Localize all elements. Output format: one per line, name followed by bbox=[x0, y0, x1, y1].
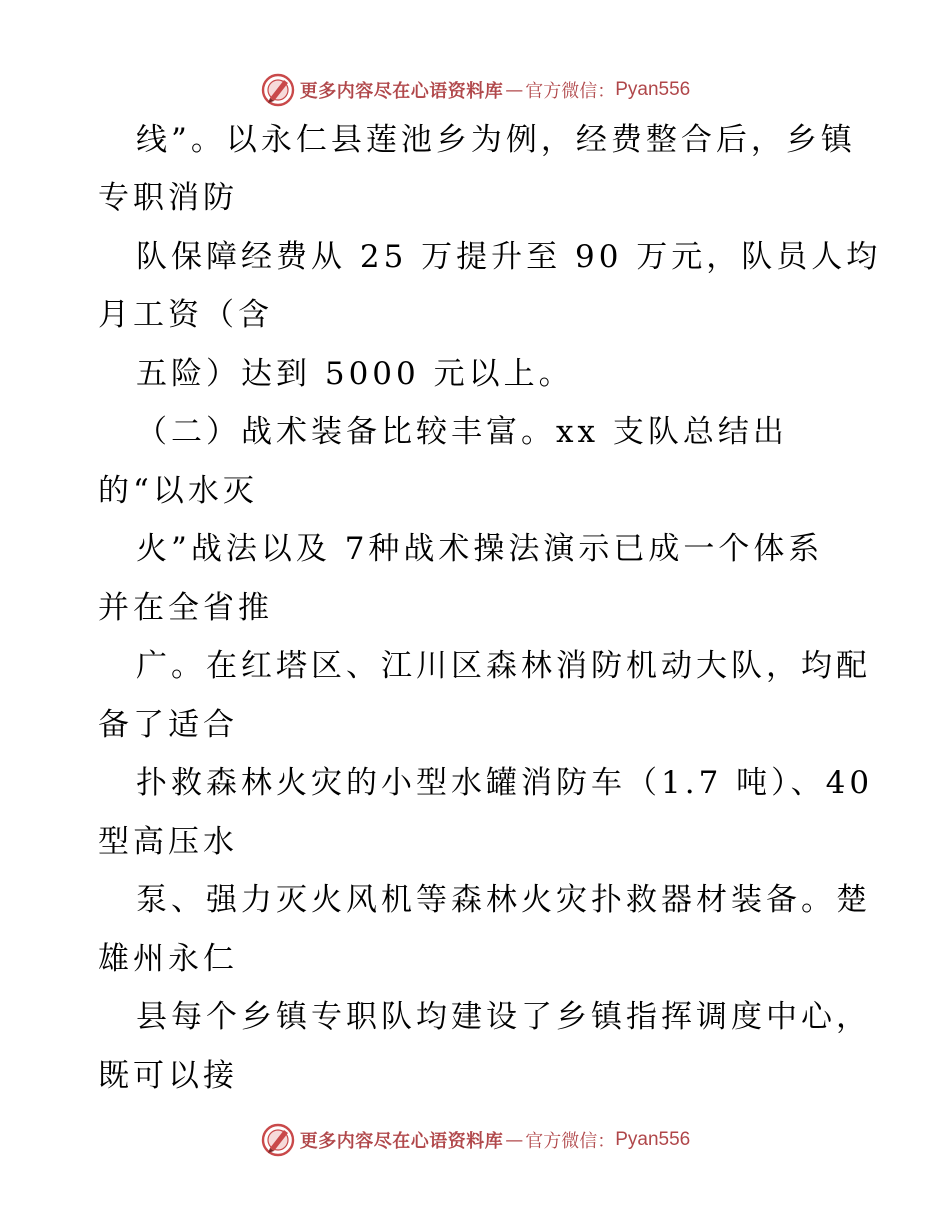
text-line: 型高压水 bbox=[98, 824, 238, 860]
text-line: 五险）达到 5000 元以上。 bbox=[136, 356, 574, 392]
text-line: 线”。以永仁县莲池乡为例，经费整合后，乡镇 bbox=[136, 122, 856, 158]
text-line: 雄州永仁 bbox=[98, 941, 238, 977]
banner-dash: — bbox=[505, 79, 524, 101]
text-line: 专职消防 bbox=[98, 180, 238, 216]
text-line: 泵、强力灭火风机等森林火灾扑救器材装备。楚 bbox=[136, 882, 871, 918]
footer-banner bbox=[0, 1120, 950, 1160]
text-line: 月工资（含 bbox=[98, 297, 273, 333]
pen-logo-icon bbox=[260, 1122, 296, 1158]
text-line: 既可以接 bbox=[98, 1058, 238, 1094]
banner-wechat-id: Pyan556 bbox=[615, 79, 691, 100]
banner-main-text: 更多内容尽在心语资料库 bbox=[299, 81, 504, 102]
banner-wechat-label: 官方微信： bbox=[525, 1131, 616, 1152]
banner-wechat-label: 官方微信： bbox=[525, 81, 616, 102]
header-banner bbox=[0, 70, 950, 110]
text-line: 并在全省推 bbox=[98, 590, 273, 626]
banner-main-text: 更多内容尽在心语资料库 bbox=[299, 1131, 504, 1152]
text-line: 县每个乡镇专职队均建设了乡镇指挥调度中心， bbox=[136, 999, 871, 1035]
text-line: 备了适合 bbox=[98, 707, 238, 743]
text-line: 火”战法以及 7种战术操法演示已成一个体系 bbox=[136, 531, 824, 567]
banner-wechat-id: Pyan556 bbox=[615, 1129, 691, 1150]
pen-logo-icon bbox=[260, 72, 296, 108]
text-line: 广。在红塔区、江川区森林消防机动大队，均配 bbox=[136, 648, 871, 684]
text-line: 扑救森林火灾的小型水罐消防车（1.7 吨）、40 bbox=[136, 765, 874, 801]
text-line: （二）战术装备比较丰富。xx 支队总结出 bbox=[136, 414, 788, 450]
text-line: 队保障经费从 25 万提升至 90 万元，队员人均 bbox=[136, 239, 882, 275]
text-line: 的“以水灭 bbox=[98, 473, 258, 509]
banner-dash: — bbox=[505, 1129, 524, 1151]
